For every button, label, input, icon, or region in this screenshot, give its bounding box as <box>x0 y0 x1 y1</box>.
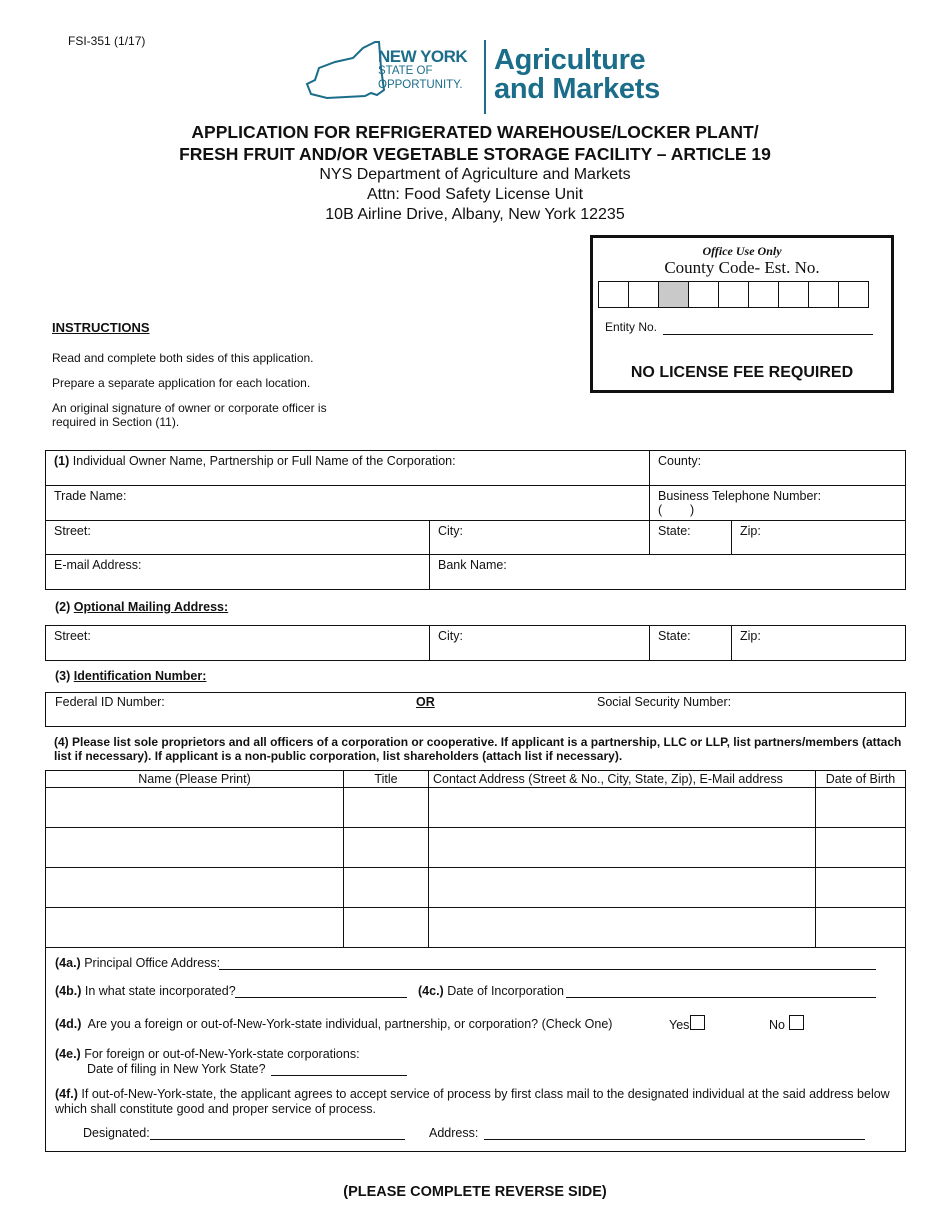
state-incorporated-label <box>55 984 236 998</box>
item-number: (4a.) <box>55 956 81 970</box>
table-row <box>46 908 906 948</box>
city-label: City: <box>438 629 463 643</box>
mailing-state-field[interactable] <box>650 626 732 661</box>
ssn-label: Social Security Number: <box>597 695 732 709</box>
county-code-cell[interactable] <box>628 281 659 308</box>
officer-address-cell[interactable] <box>429 908 816 948</box>
city-field[interactable] <box>430 521 650 555</box>
officer-name-cell[interactable] <box>46 788 344 828</box>
office-use-only-label: Office Use Only <box>702 244 782 258</box>
principal-office-text: Principal Office Address: <box>84 956 221 970</box>
officer-name-cell[interactable] <box>46 908 344 948</box>
state-incorporated-field[interactable] <box>235 997 407 998</box>
instructions-heading: INSTRUCTIONS <box>52 320 150 335</box>
mailing-zip-field[interactable] <box>732 626 906 661</box>
officer-title-cell[interactable] <box>344 868 429 908</box>
agency-line2: and Markets <box>494 73 660 105</box>
dept-name: NYS Department of Agriculture and Markets <box>319 166 631 183</box>
item-number: (4b.) <box>55 984 82 998</box>
state-label: State: <box>658 629 691 643</box>
logo-line1: NEW YORK <box>378 47 468 66</box>
column-header: Date of Birth <box>816 771 906 788</box>
owner-name-field[interactable] <box>46 451 650 486</box>
officers-table <box>45 770 906 948</box>
officer-name-cell[interactable] <box>46 868 344 908</box>
section-number: (2) <box>55 600 71 614</box>
instruction-item: Read and complete both sides of this application. <box>52 351 314 365</box>
county-code-cell[interactable] <box>778 281 809 308</box>
dept-attn: Attn: Food Safety License Unit <box>366 186 584 203</box>
ny-filing-date-label: Date of filing in New York State? <box>87 1062 266 1076</box>
nys-logo-text <box>378 47 468 92</box>
logo-divider <box>484 40 486 114</box>
no-checkbox[interactable] <box>789 1015 804 1030</box>
footer-note: (PLEASE COMPLETE REVERSE SIDE) <box>343 1184 607 1200</box>
no-label: No <box>769 1018 785 1032</box>
principal-office-label <box>55 956 220 970</box>
column-header: Title <box>344 771 429 788</box>
logo-line2: STATE OF <box>378 65 433 77</box>
form-title-line1: APPLICATION FOR REFRIGERATED WAREHOUSE/LOCKER PLANT/ <box>191 122 759 142</box>
table-row <box>46 788 906 828</box>
section1-table <box>45 450 906 590</box>
no-option[interactable] <box>769 1015 804 1032</box>
trade-name-field[interactable] <box>46 486 650 521</box>
county-code-cell[interactable] <box>838 281 869 308</box>
service-of-process-label <box>55 1087 895 1117</box>
yes-label: Yes <box>669 1018 690 1032</box>
officer-title-cell[interactable] <box>344 908 429 948</box>
business-phone-field[interactable] <box>650 486 906 521</box>
phone-area-code: ( ) <box>658 503 695 517</box>
logo-line3: OPPORTUNITY. <box>378 79 463 91</box>
street-field[interactable] <box>46 521 430 555</box>
item-number: (4f.) <box>55 1087 78 1101</box>
officers-header-row <box>46 771 906 788</box>
section2-heading <box>55 600 228 614</box>
foreign-question-text: Are you a foreign or out-of-New-York-state individual, partnership, or corporation? (Check One) <box>87 1017 613 1031</box>
date-incorporation-text: Date of Incorporation <box>447 984 564 998</box>
foreign-corp-text: For foreign or out-of-New-York-state corporations: <box>84 1047 360 1061</box>
zip-label: Zip: <box>740 629 761 643</box>
business-phone-label: Business Telephone Number: <box>658 489 822 503</box>
foreign-question-label <box>55 1017 612 1031</box>
new-york-state-outline-icon <box>305 38 385 102</box>
table-row <box>46 828 906 868</box>
item-number: (4e.) <box>55 1047 81 1061</box>
form-code: FSI-351 (1/17) <box>68 34 146 48</box>
service-of-process-text: If out-of-New-York-state, the applicant agrees to accept service of process by first class mail to the designated individual at the said address below which shall constitute good and proper service of process. <box>55 1087 890 1116</box>
item-number: (4c.) <box>418 984 444 998</box>
section-number: (1) <box>54 454 70 468</box>
agency-logo-text <box>494 46 660 104</box>
county-label: County: <box>658 454 702 468</box>
county-code-cells <box>598 281 868 308</box>
mailing-city-field[interactable] <box>430 626 650 661</box>
yes-option[interactable] <box>669 1015 705 1032</box>
dept-address: 10B Airline Drive, Albany, New York 12235 <box>325 206 625 223</box>
column-header: Name (Please Print) <box>46 771 344 788</box>
agency-line1: Agriculture <box>494 44 646 76</box>
fee-notice: NO LICENSE FEE REQUIRED <box>630 364 854 381</box>
designated-address-field[interactable] <box>484 1139 865 1140</box>
zip-field[interactable] <box>732 521 906 555</box>
county-field[interactable] <box>650 451 906 486</box>
officer-dob-cell[interactable] <box>816 868 906 908</box>
designated-field[interactable] <box>150 1139 405 1140</box>
form-title-line2: FRESH FRUIT AND/OR VEGETABLE STORAGE FACILITY – ARTICLE 19 <box>179 144 771 164</box>
trade-name-label: Trade Name: <box>54 489 127 503</box>
state-label: State: <box>658 524 691 538</box>
county-code-cell[interactable] <box>598 281 629 308</box>
item-number: (4d.) <box>55 1017 82 1031</box>
section-number: (3) <box>55 669 71 683</box>
or-label: OR <box>416 695 435 709</box>
date-incorporation-label <box>418 984 564 998</box>
fein-label: Federal ID Number: <box>55 695 165 709</box>
section4-instructions: (4) Please list sole proprietors and all officers of a corporation or cooperative. If applicant is a partnership, LLC or LLP, list partners/members (attach list if necessary). If applicant is a non-public corporation, list shareholders (attach list if necessary). <box>54 735 902 763</box>
section2-title: Optional Mailing Address: <box>73 600 229 614</box>
column-header: Contact Address (Street & No., City, State, Zip), E-Mail address <box>429 771 816 788</box>
principal-office-field[interactable] <box>219 969 876 970</box>
section4-details-box <box>45 945 906 1152</box>
email-label: E-mail Address: <box>54 558 142 572</box>
state-field[interactable] <box>650 521 732 555</box>
officer-title-cell[interactable] <box>344 788 429 828</box>
officer-name-cell[interactable] <box>46 828 344 868</box>
bank-name-field[interactable] <box>430 555 906 590</box>
street-label: Street: <box>54 524 91 538</box>
designated-label: Designated: <box>83 1126 150 1140</box>
id-number-field[interactable] <box>45 692 906 727</box>
bank-name-label: Bank Name: <box>438 558 507 572</box>
date-incorporation-field[interactable] <box>566 997 876 998</box>
county-code-cell[interactable] <box>718 281 749 308</box>
officer-title-cell[interactable] <box>344 828 429 868</box>
table-row <box>46 868 906 908</box>
section3-title: Identification Number: <box>73 669 207 683</box>
foreign-corp-label <box>55 1047 360 1061</box>
county-code-label: County Code- Est. No. <box>664 258 820 277</box>
instruction-item: Prepare a separate application for each location. <box>52 376 311 390</box>
section2-table <box>45 625 906 661</box>
email-field[interactable] <box>46 555 430 590</box>
officer-address-cell[interactable] <box>429 868 816 908</box>
instruction-item: An original signature of owner or corporate officer is required in Section (11). <box>52 401 327 429</box>
city-label: City: <box>438 524 463 538</box>
entity-no-label: Entity No. <box>605 320 658 334</box>
section3-heading <box>55 669 206 683</box>
officer-address-cell[interactable] <box>429 828 816 868</box>
officer-address-cell[interactable] <box>429 788 816 828</box>
ny-filing-date-field[interactable] <box>271 1075 407 1076</box>
county-code-cell[interactable] <box>658 281 689 308</box>
officer-dob-cell[interactable] <box>816 908 906 948</box>
mailing-street-field[interactable] <box>46 626 430 661</box>
state-incorporated-text: In what state incorporated? <box>84 984 236 998</box>
office-use-box <box>590 235 894 393</box>
zip-label: Zip: <box>740 524 761 538</box>
address-label: Address: <box>429 1126 479 1140</box>
county-code-cell[interactable] <box>688 281 719 308</box>
county-code-cell[interactable] <box>748 281 779 308</box>
officer-dob-cell[interactable] <box>816 788 906 828</box>
entity-no-field[interactable] <box>663 334 873 335</box>
officer-dob-cell[interactable] <box>816 828 906 868</box>
yes-checkbox[interactable] <box>690 1015 705 1030</box>
county-code-cell[interactable] <box>808 281 839 308</box>
street-label: Street: <box>54 629 91 643</box>
owner-name-label: Individual Owner Name, Partnership or Full Name of the Corporation: <box>72 454 456 468</box>
